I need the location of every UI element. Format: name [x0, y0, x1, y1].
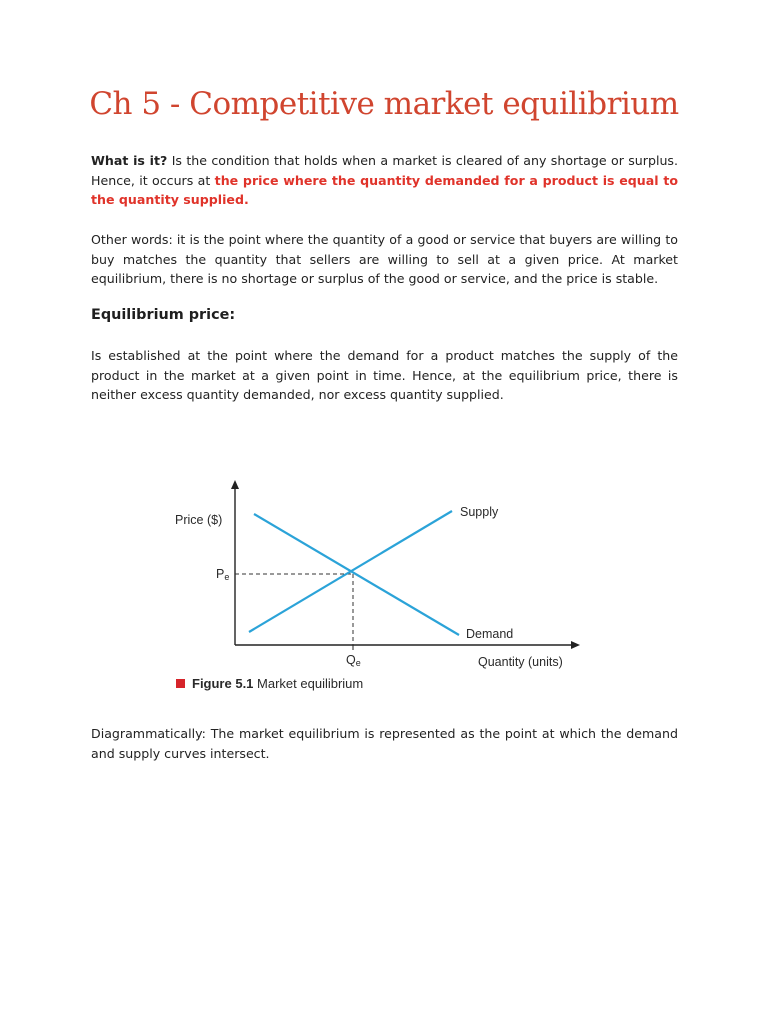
pe-subscript: e	[224, 572, 230, 582]
what-is-it-text: Is the condition that holds when a market is cleared of any shortage or surplus. Hence, it occurs at	[91, 153, 678, 188]
qe-label	[346, 653, 361, 668]
caption-text: Market equilibrium	[253, 676, 364, 691]
x-axis-arrow	[571, 641, 580, 649]
caption-number: Figure 5.1	[192, 676, 254, 691]
other-words-paragraph: Other words: it is the point where the quantity of a good or service that buyers are willing to buy matches the quantity that sellers are willing to sell at a given price. At market equilibrium, there is no shortage or surplus of the good or service, and the price is stable.	[91, 232, 678, 286]
y-axis-arrow	[231, 480, 239, 489]
pe-label	[216, 567, 229, 582]
what-is-it-lead: What is it?	[91, 153, 168, 168]
figure-caption	[176, 676, 363, 691]
qe-main: Q	[346, 653, 356, 667]
what-is-it-paragraph	[91, 151, 678, 210]
equilibrium-price-paragraph: Is established at the point where the demand for a product matches the supply of the product in the market at a given point in time. Hence, at the equilibrium price, there is neither excess quantity demanded, nor excess quantity supplied.	[91, 348, 678, 402]
y-axis-label: Price ($)	[175, 513, 223, 527]
qe-subscript: e	[355, 658, 361, 668]
diagram-paragraph: Diagrammatically: The market equilibrium is represented as the point at which the demand and supply curves intersect.	[91, 726, 678, 761]
page-title: Ch 5 - Competitive market equilibrium	[89, 86, 679, 122]
pe-main: P	[216, 567, 225, 581]
demand-label: Demand	[466, 627, 514, 641]
what-is-it-highlight: the price where the quantity demanded for a product is equal to the quantity supplied.	[91, 172, 678, 207]
supply-label: Supply	[460, 505, 499, 519]
equilibrium-price-heading: Equilibrium price:	[91, 307, 236, 323]
market-equilibrium-figure	[160, 475, 590, 695]
x-axis-label: Quantity (units)	[478, 655, 563, 669]
caption-marker	[176, 679, 185, 688]
